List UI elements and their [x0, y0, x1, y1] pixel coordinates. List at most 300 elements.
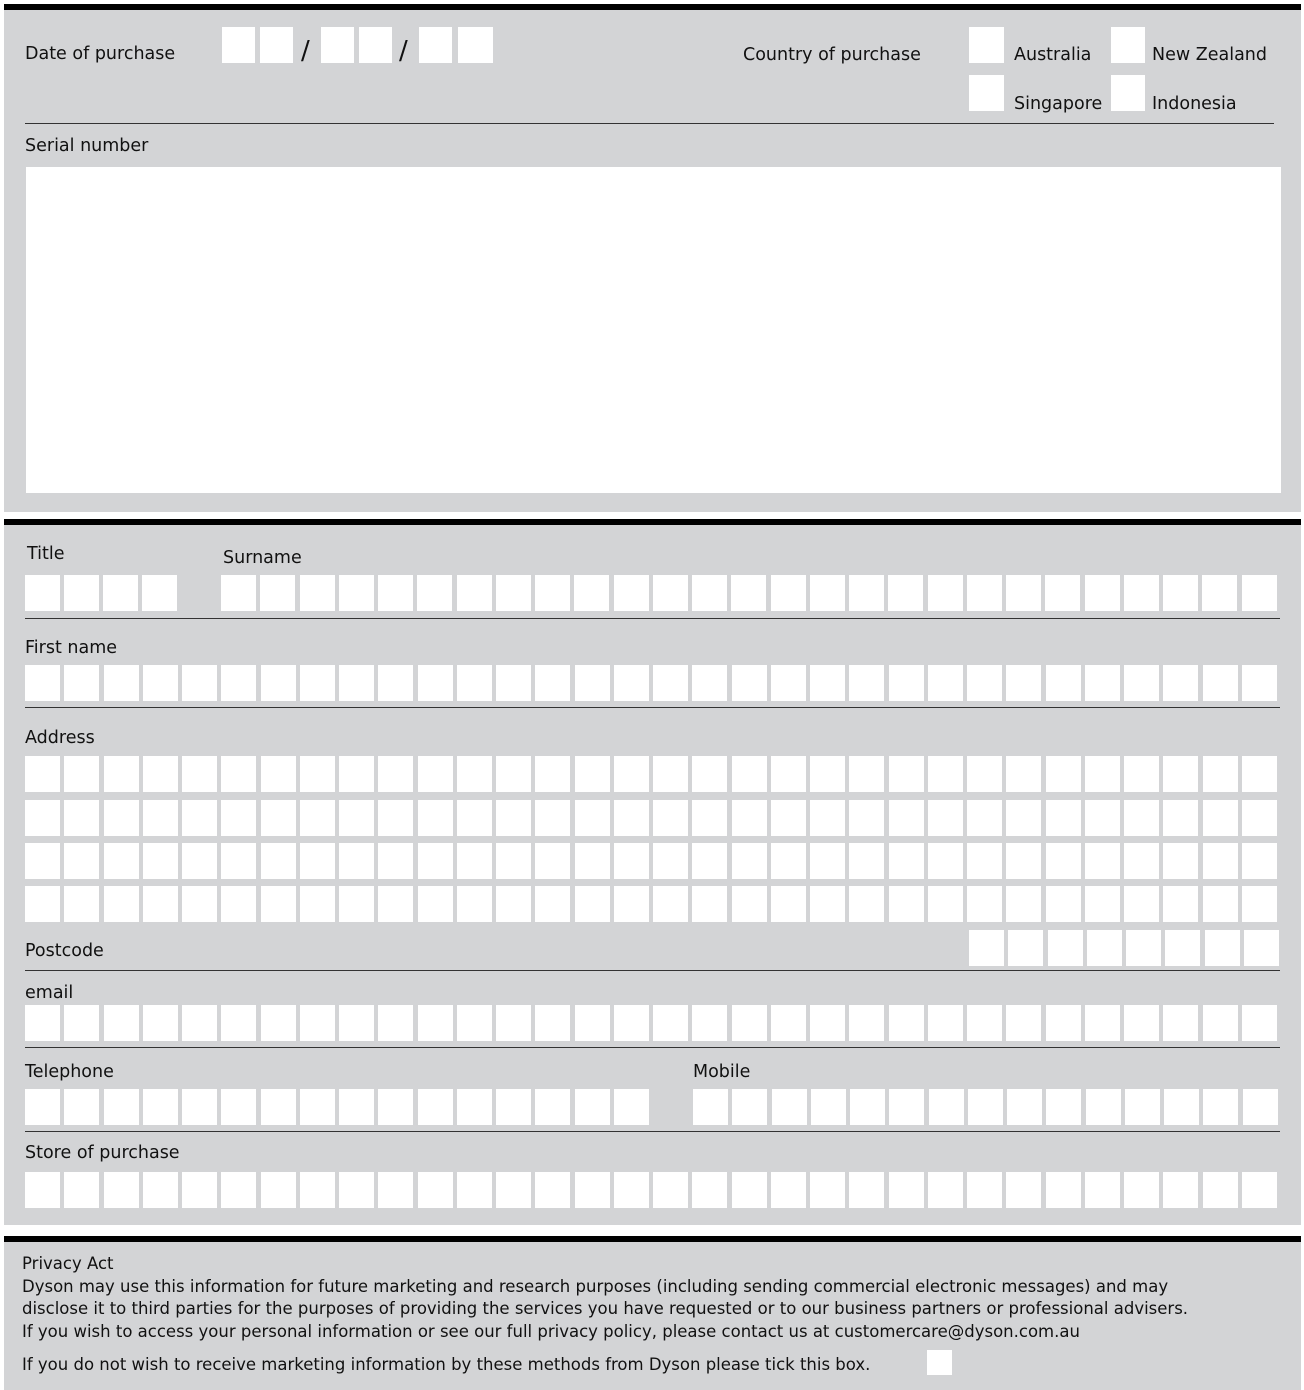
character-cell[interactable]: [261, 1089, 296, 1125]
character-cell[interactable]: [104, 843, 139, 879]
character-cell[interactable]: [457, 756, 492, 792]
serial-number-field[interactable]: [26, 167, 1281, 493]
character-cell[interactable]: [1046, 1089, 1081, 1125]
character-cell[interactable]: [418, 843, 453, 879]
character-cell[interactable]: [574, 575, 609, 611]
character-cell[interactable]: [928, 665, 963, 701]
character-cell[interactable]: [771, 886, 806, 922]
character-cell[interactable]: [849, 756, 884, 792]
character-cell[interactable]: [692, 665, 727, 701]
character-cell[interactable]: [849, 843, 884, 879]
character-cell[interactable]: [1163, 800, 1198, 836]
australia-checkbox[interactable]: [969, 27, 1004, 63]
character-cell[interactable]: [732, 843, 767, 879]
character-cell[interactable]: [849, 665, 884, 701]
character-cell[interactable]: [692, 575, 727, 611]
character-cell[interactable]: [967, 665, 1002, 701]
character-cell[interactable]: [1244, 930, 1279, 966]
character-cell[interactable]: [1124, 843, 1159, 879]
character-cell[interactable]: [261, 665, 296, 701]
character-cell[interactable]: [496, 1172, 531, 1208]
singapore-checkbox[interactable]: [969, 75, 1004, 111]
character-cell[interactable]: [1242, 1005, 1277, 1041]
character-cell[interactable]: [810, 575, 845, 611]
character-cell[interactable]: [221, 1089, 256, 1125]
character-cell[interactable]: [653, 756, 688, 792]
indonesia-checkbox[interactable]: [1111, 75, 1145, 111]
character-cell[interactable]: [1163, 665, 1198, 701]
character-cell[interactable]: [614, 1005, 649, 1041]
character-cell[interactable]: [535, 886, 570, 922]
character-cell[interactable]: [378, 1172, 413, 1208]
character-cell[interactable]: [1006, 800, 1041, 836]
character-cell[interactable]: [300, 1005, 335, 1041]
character-cell[interactable]: [771, 756, 806, 792]
character-cell[interactable]: [967, 1005, 1002, 1041]
character-cell[interactable]: [849, 886, 884, 922]
character-cell[interactable]: [889, 800, 924, 836]
character-cell[interactable]: [653, 575, 688, 611]
character-cell[interactable]: [261, 756, 296, 792]
character-cell[interactable]: [182, 665, 217, 701]
character-cell[interactable]: [418, 756, 453, 792]
character-cell[interactable]: [1045, 575, 1080, 611]
date-year-digit-2[interactable]: [458, 27, 493, 63]
character-cell[interactable]: [378, 800, 413, 836]
character-cell[interactable]: [1165, 930, 1200, 966]
character-cell[interactable]: [1085, 756, 1120, 792]
character-cell[interactable]: [1085, 1005, 1120, 1041]
character-cell[interactable]: [1242, 800, 1277, 836]
character-cell[interactable]: [143, 886, 178, 922]
character-cell[interactable]: [771, 575, 806, 611]
character-cell[interactable]: [104, 665, 139, 701]
character-cell[interactable]: [182, 800, 217, 836]
character-cell[interactable]: [378, 886, 413, 922]
character-cell[interactable]: [104, 1172, 139, 1208]
character-cell[interactable]: [929, 1089, 964, 1125]
character-cell[interactable]: [575, 1172, 610, 1208]
character-cell[interactable]: [339, 575, 374, 611]
character-cell[interactable]: [261, 886, 296, 922]
character-cell[interactable]: [967, 1172, 1002, 1208]
character-cell[interactable]: [221, 886, 256, 922]
character-cell[interactable]: [535, 756, 570, 792]
character-cell[interactable]: [143, 1005, 178, 1041]
character-cell[interactable]: [221, 665, 256, 701]
character-cell[interactable]: [25, 843, 60, 879]
character-cell[interactable]: [889, 665, 924, 701]
character-cell[interactable]: [1243, 1089, 1278, 1125]
character-cell[interactable]: [653, 665, 688, 701]
character-cell[interactable]: [967, 843, 1002, 879]
character-cell[interactable]: [25, 756, 60, 792]
character-cell[interactable]: [614, 843, 649, 879]
character-cell[interactable]: [496, 575, 531, 611]
character-cell[interactable]: [64, 665, 99, 701]
character-cell[interactable]: [1086, 1089, 1121, 1125]
character-cell[interactable]: [300, 575, 335, 611]
character-cell[interactable]: [692, 843, 727, 879]
date-month-digit-1[interactable]: [321, 27, 354, 63]
character-cell[interactable]: [692, 886, 727, 922]
character-cell[interactable]: [300, 886, 335, 922]
character-cell[interactable]: [1006, 575, 1041, 611]
character-cell[interactable]: [1085, 575, 1120, 611]
character-cell[interactable]: [339, 1089, 374, 1125]
marketing-opt-out-checkbox[interactable]: [927, 1350, 952, 1375]
character-cell[interactable]: [928, 1005, 963, 1041]
character-cell[interactable]: [1085, 1172, 1120, 1208]
character-cell[interactable]: [535, 843, 570, 879]
character-cell[interactable]: [810, 756, 845, 792]
character-cell[interactable]: [300, 1089, 335, 1125]
character-cell[interactable]: [1202, 575, 1237, 611]
character-cell[interactable]: [1125, 1089, 1160, 1125]
character-cell[interactable]: [378, 1089, 413, 1125]
character-cell[interactable]: [535, 1172, 570, 1208]
character-cell[interactable]: [967, 756, 1002, 792]
date-year-digit-1[interactable]: [419, 27, 452, 63]
new-zealand-checkbox[interactable]: [1111, 27, 1145, 63]
character-cell[interactable]: [575, 1005, 610, 1041]
character-cell[interactable]: [732, 756, 767, 792]
character-cell[interactable]: [810, 1005, 845, 1041]
character-cell[interactable]: [143, 756, 178, 792]
character-cell[interactable]: [1046, 800, 1081, 836]
character-cell[interactable]: [888, 575, 923, 611]
character-cell[interactable]: [692, 1005, 727, 1041]
character-cell[interactable]: [300, 665, 335, 701]
character-cell[interactable]: [692, 800, 727, 836]
character-cell[interactable]: [732, 886, 767, 922]
character-cell[interactable]: [811, 1089, 846, 1125]
character-cell[interactable]: [928, 1172, 963, 1208]
character-cell[interactable]: [1203, 665, 1238, 701]
character-cell[interactable]: [1124, 575, 1159, 611]
character-cell[interactable]: [1163, 756, 1198, 792]
character-cell[interactable]: [771, 1005, 806, 1041]
character-cell[interactable]: [653, 843, 688, 879]
character-cell[interactable]: [1124, 665, 1159, 701]
character-cell[interactable]: [260, 575, 295, 611]
character-cell[interactable]: [849, 575, 884, 611]
character-cell[interactable]: [1008, 930, 1043, 966]
character-cell[interactable]: [457, 843, 492, 879]
character-cell[interactable]: [1203, 1172, 1238, 1208]
character-cell[interactable]: [535, 575, 570, 611]
character-cell[interactable]: [103, 575, 138, 611]
character-cell[interactable]: [1163, 843, 1198, 879]
character-cell[interactable]: [25, 665, 60, 701]
character-cell[interactable]: [732, 1089, 767, 1125]
character-cell[interactable]: [300, 800, 335, 836]
character-cell[interactable]: [810, 1172, 845, 1208]
character-cell[interactable]: [457, 1005, 492, 1041]
character-cell[interactable]: [614, 800, 649, 836]
character-cell[interactable]: [810, 800, 845, 836]
character-cell[interactable]: [64, 800, 99, 836]
character-cell[interactable]: [378, 843, 413, 879]
character-cell[interactable]: [967, 886, 1002, 922]
character-cell[interactable]: [182, 886, 217, 922]
character-cell[interactable]: [850, 1089, 885, 1125]
character-cell[interactable]: [1163, 1172, 1198, 1208]
character-cell[interactable]: [849, 1172, 884, 1208]
character-cell[interactable]: [693, 1089, 728, 1125]
character-cell[interactable]: [64, 1172, 99, 1208]
character-cell[interactable]: [1006, 1005, 1041, 1041]
character-cell[interactable]: [849, 800, 884, 836]
character-cell[interactable]: [692, 756, 727, 792]
character-cell[interactable]: [889, 756, 924, 792]
character-cell[interactable]: [457, 800, 492, 836]
character-cell[interactable]: [1046, 843, 1081, 879]
character-cell[interactable]: [1124, 886, 1159, 922]
character-cell[interactable]: [496, 843, 531, 879]
character-cell[interactable]: [457, 575, 492, 611]
character-cell[interactable]: [653, 886, 688, 922]
character-cell[interactable]: [967, 800, 1002, 836]
character-cell[interactable]: [339, 665, 374, 701]
character-cell[interactable]: [1006, 843, 1041, 879]
character-cell[interactable]: [64, 756, 99, 792]
character-cell[interactable]: [378, 575, 413, 611]
character-cell[interactable]: [968, 1089, 1003, 1125]
character-cell[interactable]: [731, 575, 766, 611]
character-cell[interactable]: [614, 1172, 649, 1208]
character-cell[interactable]: [339, 756, 374, 792]
character-cell[interactable]: [418, 1172, 453, 1208]
character-cell[interactable]: [575, 756, 610, 792]
character-cell[interactable]: [889, 1089, 924, 1125]
character-cell[interactable]: [64, 886, 99, 922]
character-cell[interactable]: [889, 1005, 924, 1041]
character-cell[interactable]: [142, 575, 177, 611]
character-cell[interactable]: [1126, 930, 1161, 966]
character-cell[interactable]: [1242, 756, 1277, 792]
character-cell[interactable]: [457, 1089, 492, 1125]
character-cell[interactable]: [653, 1172, 688, 1208]
character-cell[interactable]: [732, 1172, 767, 1208]
character-cell[interactable]: [25, 1172, 60, 1208]
character-cell[interactable]: [928, 886, 963, 922]
character-cell[interactable]: [143, 665, 178, 701]
character-cell[interactable]: [221, 800, 256, 836]
character-cell[interactable]: [1007, 1089, 1042, 1125]
character-cell[interactable]: [1124, 1005, 1159, 1041]
character-cell[interactable]: [1048, 930, 1083, 966]
character-cell[interactable]: [1242, 1172, 1277, 1208]
character-cell[interactable]: [810, 886, 845, 922]
character-cell[interactable]: [496, 886, 531, 922]
character-cell[interactable]: [1242, 843, 1277, 879]
character-cell[interactable]: [575, 886, 610, 922]
character-cell[interactable]: [339, 886, 374, 922]
character-cell[interactable]: [575, 843, 610, 879]
character-cell[interactable]: [1242, 575, 1277, 611]
character-cell[interactable]: [104, 1089, 139, 1125]
character-cell[interactable]: [1203, 1089, 1238, 1125]
character-cell[interactable]: [378, 756, 413, 792]
character-cell[interactable]: [1046, 756, 1081, 792]
character-cell[interactable]: [692, 1172, 727, 1208]
character-cell[interactable]: [575, 1089, 610, 1125]
character-cell[interactable]: [1203, 1005, 1238, 1041]
character-cell[interactable]: [771, 665, 806, 701]
character-cell[interactable]: [1163, 1005, 1198, 1041]
character-cell[interactable]: [378, 1005, 413, 1041]
character-cell[interactable]: [732, 800, 767, 836]
character-cell[interactable]: [535, 800, 570, 836]
character-cell[interactable]: [614, 756, 649, 792]
character-cell[interactable]: [418, 886, 453, 922]
character-cell[interactable]: [221, 1005, 256, 1041]
character-cell[interactable]: [418, 1089, 453, 1125]
character-cell[interactable]: [496, 1005, 531, 1041]
date-day-digit-2[interactable]: [260, 27, 293, 63]
character-cell[interactable]: [771, 800, 806, 836]
character-cell[interactable]: [1242, 886, 1277, 922]
character-cell[interactable]: [1124, 756, 1159, 792]
character-cell[interactable]: [1205, 930, 1240, 966]
character-cell[interactable]: [1164, 1089, 1199, 1125]
character-cell[interactable]: [575, 800, 610, 836]
character-cell[interactable]: [25, 1089, 60, 1125]
character-cell[interactable]: [300, 756, 335, 792]
character-cell[interactable]: [1046, 1172, 1081, 1208]
character-cell[interactable]: [25, 886, 60, 922]
character-cell[interactable]: [1124, 1172, 1159, 1208]
character-cell[interactable]: [575, 665, 610, 701]
character-cell[interactable]: [143, 843, 178, 879]
character-cell[interactable]: [614, 665, 649, 701]
character-cell[interactable]: [1006, 665, 1041, 701]
character-cell[interactable]: [25, 1005, 60, 1041]
character-cell[interactable]: [457, 886, 492, 922]
character-cell[interactable]: [1203, 756, 1238, 792]
character-cell[interactable]: [1203, 843, 1238, 879]
character-cell[interactable]: [889, 1172, 924, 1208]
character-cell[interactable]: [418, 1005, 453, 1041]
character-cell[interactable]: [928, 575, 963, 611]
character-cell[interactable]: [261, 1172, 296, 1208]
character-cell[interactable]: [771, 1172, 806, 1208]
character-cell[interactable]: [339, 1172, 374, 1208]
character-cell[interactable]: [182, 1089, 217, 1125]
character-cell[interactable]: [1046, 886, 1081, 922]
character-cell[interactable]: [496, 756, 531, 792]
character-cell[interactable]: [457, 1172, 492, 1208]
character-cell[interactable]: [1006, 756, 1041, 792]
character-cell[interactable]: [300, 843, 335, 879]
character-cell[interactable]: [967, 575, 1002, 611]
character-cell[interactable]: [810, 843, 845, 879]
character-cell[interactable]: [25, 575, 60, 611]
character-cell[interactable]: [261, 843, 296, 879]
character-cell[interactable]: [1085, 843, 1120, 879]
character-cell[interactable]: [378, 665, 413, 701]
character-cell[interactable]: [496, 800, 531, 836]
character-cell[interactable]: [614, 886, 649, 922]
date-day-digit-1[interactable]: [222, 27, 255, 63]
character-cell[interactable]: [928, 756, 963, 792]
character-cell[interactable]: [771, 843, 806, 879]
character-cell[interactable]: [261, 1005, 296, 1041]
character-cell[interactable]: [339, 800, 374, 836]
character-cell[interactable]: [417, 575, 452, 611]
character-cell[interactable]: [221, 1172, 256, 1208]
character-cell[interactable]: [64, 1005, 99, 1041]
character-cell[interactable]: [1085, 800, 1120, 836]
character-cell[interactable]: [418, 800, 453, 836]
character-cell[interactable]: [1163, 886, 1198, 922]
character-cell[interactable]: [104, 1005, 139, 1041]
character-cell[interactable]: [1124, 800, 1159, 836]
character-cell[interactable]: [104, 756, 139, 792]
character-cell[interactable]: [339, 843, 374, 879]
character-cell[interactable]: [535, 1005, 570, 1041]
character-cell[interactable]: [1085, 665, 1120, 701]
character-cell[interactable]: [25, 800, 60, 836]
character-cell[interactable]: [64, 843, 99, 879]
character-cell[interactable]: [104, 886, 139, 922]
character-cell[interactable]: [1203, 886, 1238, 922]
character-cell[interactable]: [535, 1089, 570, 1125]
character-cell[interactable]: [1046, 665, 1081, 701]
character-cell[interactable]: [732, 1005, 767, 1041]
character-cell[interactable]: [772, 1089, 807, 1125]
character-cell[interactable]: [1242, 665, 1277, 701]
character-cell[interactable]: [182, 843, 217, 879]
character-cell[interactable]: [221, 575, 256, 611]
character-cell[interactable]: [143, 1089, 178, 1125]
character-cell[interactable]: [732, 665, 767, 701]
character-cell[interactable]: [653, 800, 688, 836]
character-cell[interactable]: [221, 843, 256, 879]
character-cell[interactable]: [928, 800, 963, 836]
character-cell[interactable]: [418, 665, 453, 701]
date-month-digit-2[interactable]: [359, 27, 392, 63]
character-cell[interactable]: [143, 1172, 178, 1208]
character-cell[interactable]: [1087, 930, 1122, 966]
character-cell[interactable]: [457, 665, 492, 701]
character-cell[interactable]: [849, 1005, 884, 1041]
character-cell[interactable]: [261, 800, 296, 836]
character-cell[interactable]: [1006, 886, 1041, 922]
character-cell[interactable]: [928, 843, 963, 879]
character-cell[interactable]: [653, 1005, 688, 1041]
character-cell[interactable]: [496, 665, 531, 701]
character-cell[interactable]: [1163, 575, 1198, 611]
character-cell[interactable]: [182, 756, 217, 792]
character-cell[interactable]: [969, 930, 1004, 966]
character-cell[interactable]: [221, 756, 256, 792]
character-cell[interactable]: [889, 843, 924, 879]
character-cell[interactable]: [889, 886, 924, 922]
character-cell[interactable]: [614, 575, 649, 611]
character-cell[interactable]: [1085, 886, 1120, 922]
character-cell[interactable]: [182, 1172, 217, 1208]
character-cell[interactable]: [182, 1005, 217, 1041]
character-cell[interactable]: [64, 1089, 99, 1125]
character-cell[interactable]: [496, 1089, 531, 1125]
character-cell[interactable]: [1203, 800, 1238, 836]
character-cell[interactable]: [614, 1089, 649, 1125]
character-cell[interactable]: [535, 665, 570, 701]
character-cell[interactable]: [339, 1005, 374, 1041]
character-cell[interactable]: [64, 575, 99, 611]
